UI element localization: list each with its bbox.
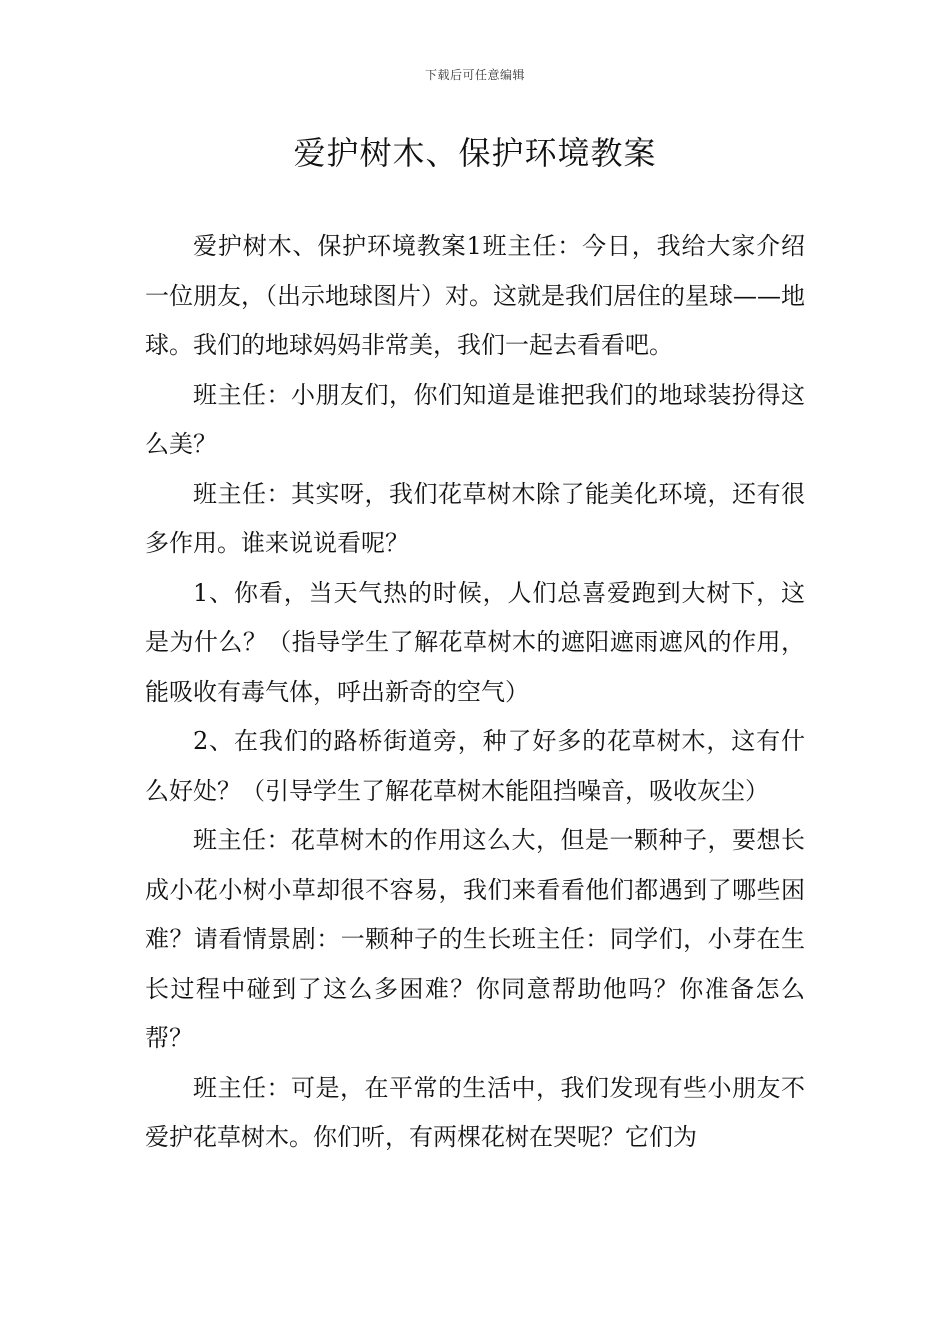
paragraph: 爱护树木、保护环境教案1班主任：今日，我给大家介绍一位朋友，（出示地球图片）对。这就是我们居住的星球——地球。我们的地球妈妈非常美，我们一起去看看吧。 [145, 232, 805, 359]
paragraph: 1、你看，当天气热的时候，人们总喜爱跑到大树下，这是为什么？（指导学生了解花草树木的遮阳遮雨遮风的作用，能吸收有毒气体，呼出新奇的空气） [145, 578, 805, 706]
paragraph: 班主任：其实呀，我们花草树木除了能美化环境，还有很多作用。谁来说说看呢？ [145, 479, 805, 557]
document-title: 爱护树木、保护环境教案 [293, 134, 657, 172]
header-note: 下载后可任意编辑 [424, 68, 525, 82]
paragraph: 班主任：小朋友们，你们知道是谁把我们的地球装扮得这么美？ [145, 380, 805, 458]
paragraph: 班主任：可是，在平常的生活中，我们发现有些小朋友不爱护花草树木。你们听，有两棵花树在哭呢？它们为 [145, 1073, 805, 1151]
document-body [145, 222, 805, 1163]
paragraph: 班主任：花草树木的作用这么大，但是一颗种子，要想长成小花小树小草却很不容易，我们来看看他们都遇到了哪些困难？请看情景剧：一颗种子的生长班主任：同学们，小芽在生长过程中碰到了这么多困难？你同意帮助他吗？你准备怎么帮？ [145, 826, 805, 1052]
paragraph: 2、在我们的路桥街道旁，种了好多的花草树木，这有什么好处？（引导学生了解花草树木能阻挡噪音，吸收灰尘） [145, 727, 805, 805]
